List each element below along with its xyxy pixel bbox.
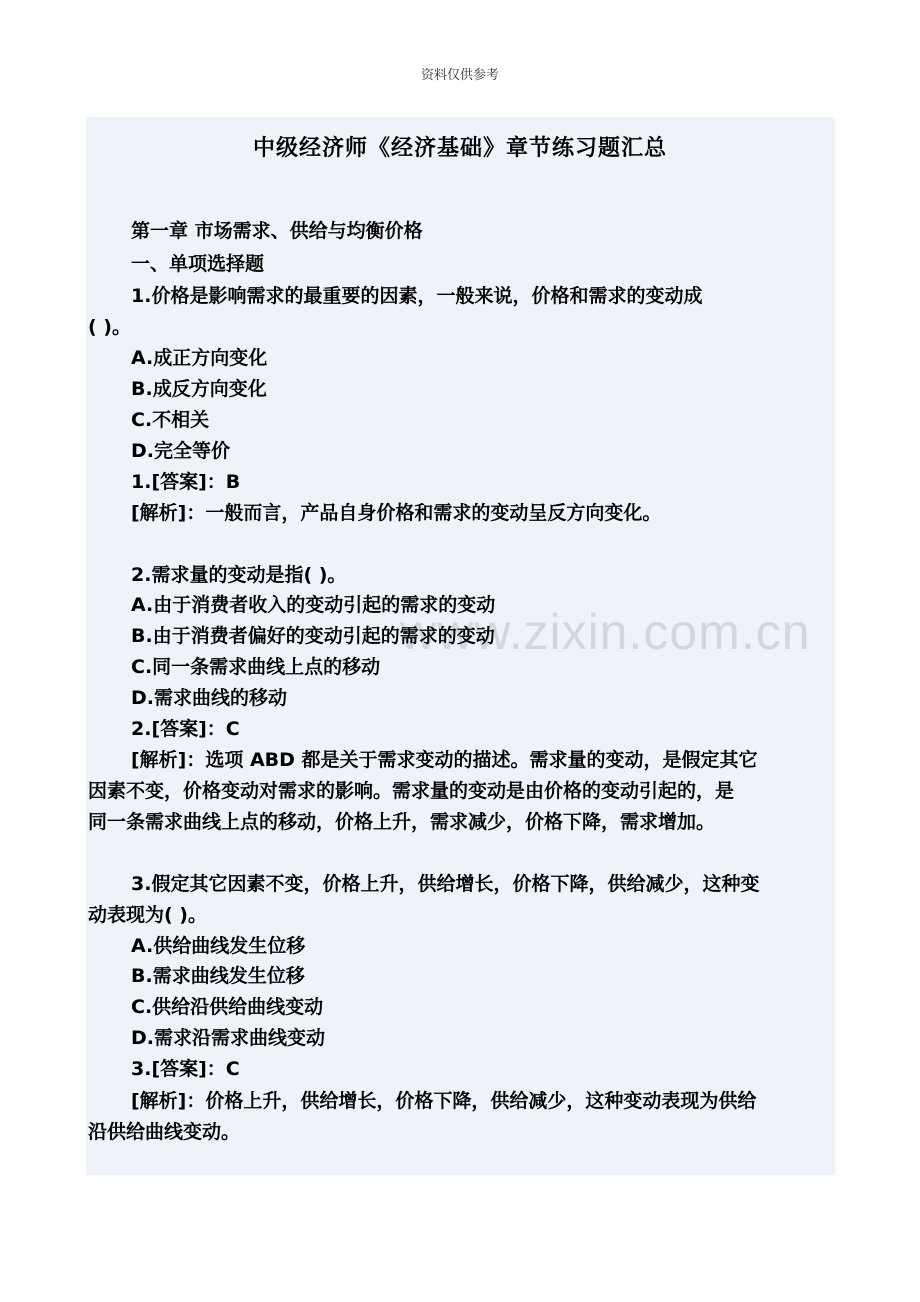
question-3-analysis: [解析]：价格上升，供给增长，价格下降，供给减少，这种变动表现为供给 (131, 1090, 757, 1112)
question-1-analysis: [解析]：一般而言，产品自身价格和需求的变动呈反方向变化。 (131, 502, 662, 524)
question-3-stem-cont: 动表现为( )。 (88, 904, 207, 926)
question-2-option-a: A.由于消费者收入的变动引起的需求的变动 (131, 594, 496, 616)
question-2-option-b: B.由于消费者偏好的变动引起的需求的变动 (131, 625, 495, 647)
section-heading: 一、单项选择题 (131, 253, 265, 275)
question-2-analysis: [解析]：选项 ABD 都是关于需求变动的描述。需求量的变动，是假定其它 (131, 749, 758, 771)
header-note: 资料仅供参考 (420, 68, 499, 83)
question-2-option-c: C.同一条需求曲线上点的移动 (131, 656, 381, 678)
question-3-option-a: A.供给曲线发生位移 (131, 935, 306, 957)
question-1-option-a: A.成正方向变化 (131, 347, 268, 369)
question-1-answer: 1.[答案]：B (131, 471, 241, 493)
question-3-option-d: D.需求沿需求曲线变动 (131, 1027, 325, 1049)
watermark: www.zixin.com.cn (400, 604, 811, 660)
question-3-option-c: C.供给沿供给曲线变动 (131, 996, 324, 1018)
question-3-option-b: B.需求曲线发生位移 (131, 965, 305, 987)
question-1-option-d: D.完全等价 (131, 440, 230, 462)
question-2-option-d: D.需求曲线的移动 (131, 687, 287, 709)
question-3-answer: 3.[答案]：C (131, 1058, 240, 1080)
question-3-analysis-cont: 沿供给曲线变动。 (88, 1121, 241, 1143)
question-1-stem: 1.价格是影响需求的最重要的因素，一般来说，价格和需求的变动成 (131, 285, 703, 307)
question-2-answer: 2.[答案]：C (131, 718, 240, 740)
question-2-analysis-cont: 因素不变，价格变动对需求的影响。需求量的变动是由价格的变动引起的，是 (88, 780, 735, 802)
question-1-option-b: B.成反方向变化 (131, 378, 267, 400)
question-2-analysis-cont-2: 同一条需求曲线上点的移动，价格上升，需求减少，价格下降，需求增加。 (88, 811, 716, 833)
chapter-heading: 第一章 市场需求、供给与均衡价格 (131, 220, 423, 242)
question-1-stem-cont: ( )。 (88, 316, 131, 338)
question-3-stem: 3.假定其它因素不变，价格上升，供给增长，价格下降，供给减少，这种变 (131, 873, 760, 895)
question-1-option-c: C.不相关 (131, 409, 210, 431)
question-2-stem: 2.需求量的变动是指( )。 (131, 564, 347, 586)
document-title: 中级经济师《经济基础》章节练习题汇总 (252, 136, 667, 161)
